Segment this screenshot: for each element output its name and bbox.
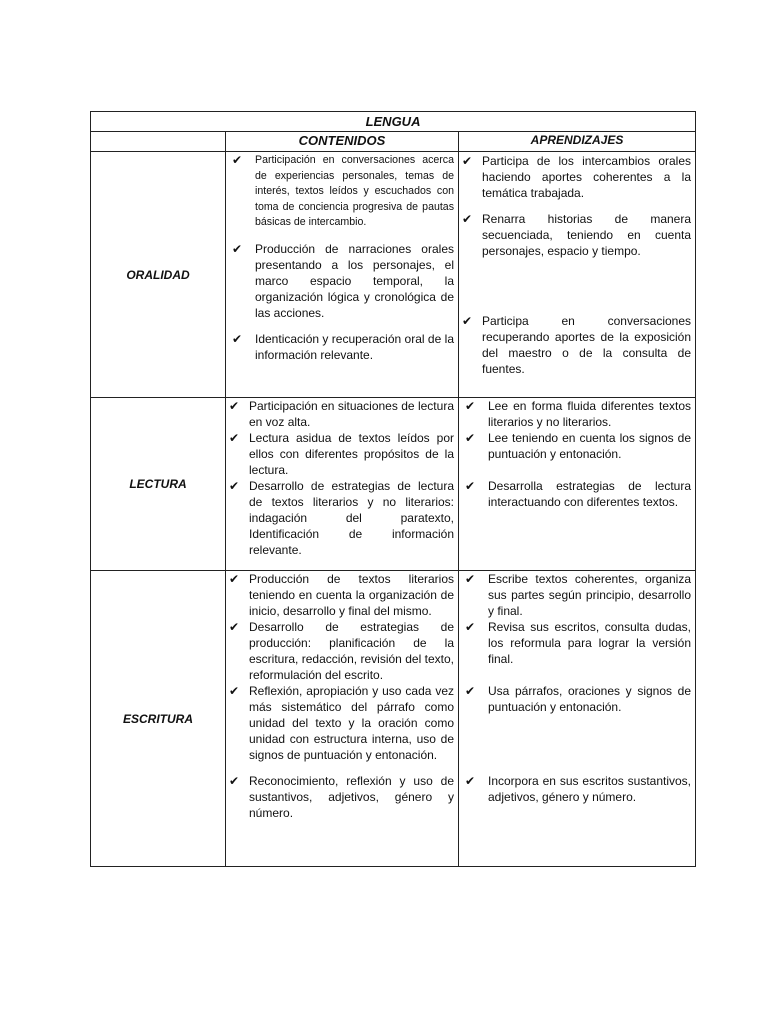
- list-item: [226, 478, 458, 558]
- row-oralidad: [91, 152, 696, 398]
- list-item: [459, 430, 695, 462]
- checkmark-icon: ✔: [465, 774, 476, 788]
- checkmark-icon: ✔: [465, 572, 476, 586]
- table-title: LENGUA: [91, 112, 696, 132]
- item-text: Identicación y recuperación oral de la información relevante.: [255, 331, 454, 362]
- checkmark-icon: ✔: [229, 431, 240, 445]
- oralidad-aprendizajes: [459, 152, 696, 398]
- item-text: Participa en conversaciones recuperando aportes de la exposición del maestro o de la consulta de fuentes.: [482, 314, 692, 376]
- checkmark-icon: ✔: [232, 331, 243, 346]
- list-item: [226, 153, 458, 231]
- checkmark-icon: ✔: [465, 479, 476, 493]
- checkmark-icon: ✔: [229, 620, 240, 634]
- table-title-row: [91, 112, 696, 132]
- checkmark-icon: ✔: [465, 620, 476, 634]
- checkmark-icon: ✔: [229, 479, 240, 493]
- lectura-contenidos: [226, 398, 459, 571]
- list-item: [226, 571, 458, 619]
- checkmark-icon: ✔: [229, 399, 240, 413]
- item-text: Lectura asidua de textos leídos por ellos con diferentes propósitos de la lectura.: [249, 431, 454, 477]
- header-aprendizajes: APRENDIZAJES: [459, 132, 696, 152]
- escritura-aprendizajes: [459, 571, 696, 867]
- oralidad-contenidos-list: [226, 153, 458, 363]
- list-item: [459, 313, 695, 377]
- list-item: [226, 430, 458, 478]
- area-label-escritura: ESCRITURA: [91, 571, 226, 867]
- lectura-aprendizajes: [459, 398, 696, 571]
- table-header-row: [91, 132, 696, 152]
- item-text: Escribe textos coherentes, organiza sus partes según principio, desarrollo y final.: [488, 572, 692, 618]
- list-item: [459, 398, 695, 430]
- item-text: Renarra historias de manera secuenciada, teniendo en cuenta personajes, espacio y tiempo.: [482, 212, 692, 258]
- item-text: Producción de textos literarios teniendo en cuenta la organización de inicio, desarrollo y final del mismo.: [249, 572, 454, 618]
- header-contenidos: CONTENIDOS: [226, 132, 459, 152]
- checkmark-icon: ✔: [229, 774, 240, 788]
- lectura-aprendizajes-list: [459, 398, 695, 510]
- escritura-aprendizajes-list: [459, 571, 695, 805]
- item-text: Producción de narraciones orales presentando a los personajes, el marco espacio temporal, la organización lógica y cronológica de las acciones.: [255, 241, 454, 320]
- item-text: Usa párrafos, oraciones y signos de puntuación y entonación.: [488, 684, 692, 714]
- item-text: Desarrollo de estrategias de producción: planificación de la escritura, redacción, revisión del texto, reformulación del escrito.: [249, 620, 454, 682]
- list-item: [459, 619, 695, 667]
- item-text: Lee en forma fluida diferentes textos literarios y no literarios.: [488, 399, 692, 429]
- item-text: Lee teniendo en cuenta los signos de puntuación y entonación.: [488, 431, 692, 461]
- checkmark-icon: ✔: [232, 153, 243, 167]
- list-item: [226, 241, 458, 321]
- list-item: [459, 478, 695, 510]
- oralidad-contenidos: [226, 152, 459, 398]
- lengua-table: [90, 111, 696, 867]
- row-escritura: [91, 571, 696, 867]
- list-item: [459, 571, 695, 619]
- item-text: Participa de los intercambios orales haciendo aportes coherentes a la temática trabajada.: [482, 154, 692, 200]
- item-text: Revisa sus escritos, consulta dudas, los reformula para lograr la versión final.: [488, 620, 692, 666]
- list-item: [226, 773, 458, 821]
- area-label-lectura: LECTURA: [91, 398, 226, 571]
- checkmark-icon: ✔: [465, 431, 476, 445]
- checkmark-icon: ✔: [462, 212, 473, 226]
- checkmark-icon: ✔: [462, 154, 473, 168]
- list-item: [459, 153, 695, 201]
- escritura-contenidos: [226, 571, 459, 867]
- header-empty-cell: [91, 132, 226, 152]
- area-label-oralidad: ORALIDAD: [91, 152, 226, 398]
- checkmark-icon: ✔: [229, 684, 240, 698]
- row-lectura: [91, 398, 696, 571]
- oralidad-aprendizajes-list: [459, 153, 695, 377]
- list-item: [226, 398, 458, 430]
- item-text: Desarrollo de estrategias de lectura de textos literarios y no literarios: indagación del paratexto, Identificación de información relevante.: [249, 479, 454, 557]
- list-item: [226, 331, 458, 363]
- checkmark-icon: ✔: [229, 572, 240, 586]
- checkmark-icon: ✔: [465, 684, 476, 698]
- item-text: Reflexión, apropiación y uso cada vez más sistemático del párrafo como unidad del texto y la oración como unidad con estructura interna, uso de signos de puntuación y entonación.: [249, 684, 454, 762]
- item-text: Desarrolla estrategias de lectura interactuando con diferentes textos.: [488, 479, 692, 509]
- lectura-contenidos-list: [226, 398, 458, 558]
- checkmark-icon: ✔: [462, 314, 473, 328]
- checkmark-icon: ✔: [465, 399, 476, 413]
- item-text: Incorpora en sus escritos sustantivos, adjetivos, género y número.: [488, 774, 692, 804]
- item-text: Reconocimiento, reflexión y uso de sustantivos, adjetivos, género y número.: [249, 774, 454, 820]
- list-item: [226, 619, 458, 683]
- item-text: Participación en situaciones de lectura en voz alta.: [249, 399, 454, 429]
- checkmark-icon: ✔: [232, 241, 243, 256]
- item-text: Participación en conversaciones acerca de experiencias personales, temas de interés, textos leídos y escuchados con toma de conciencia progresiva de pautas básicas de intercambio.: [255, 154, 454, 228]
- list-item: [459, 683, 695, 715]
- list-item: [226, 683, 458, 763]
- escritura-contenidos-list: [226, 571, 458, 821]
- list-item: [459, 773, 695, 805]
- list-item: [459, 211, 695, 259]
